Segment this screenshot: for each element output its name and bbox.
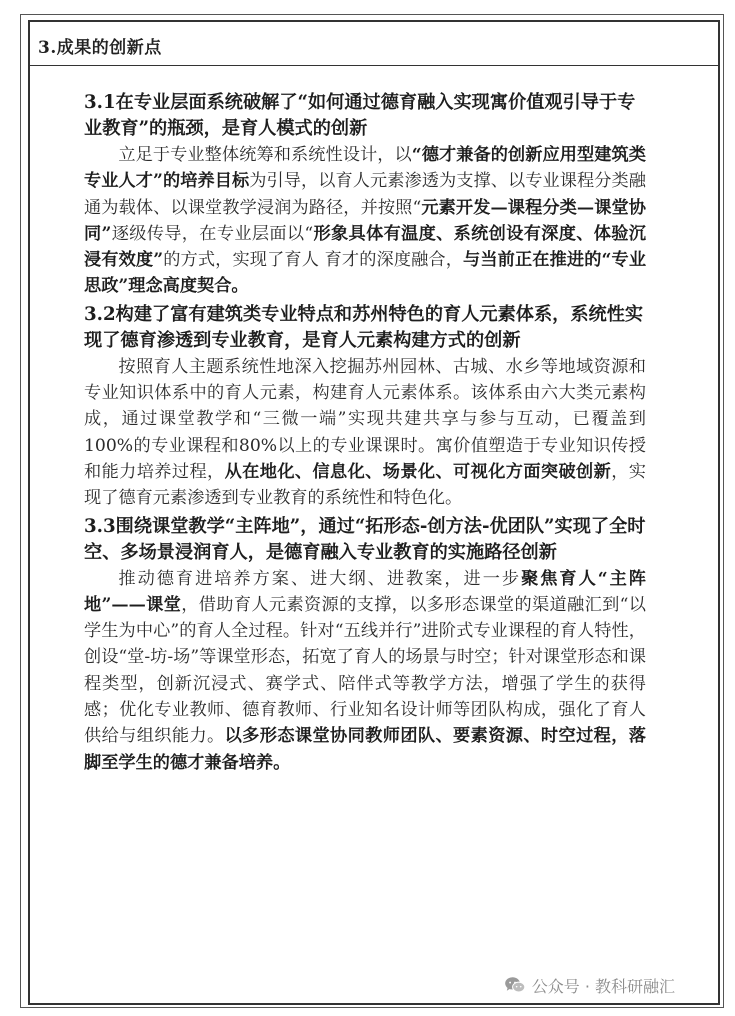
emphasis-text: 以多形态课堂协同教师团队、要素资源、时空过程，落脚至学生的德才兼备培养。 bbox=[84, 726, 646, 773]
text-run: 的方式，实现了育人 育才的深度融合， bbox=[163, 250, 464, 271]
text-run: ，实现了德育元素渗透到专业教育的系统性和特色化。 bbox=[84, 461, 646, 509]
section-3-heading: 3.3围绕课堂教学“主阵地”，通过“拓形态-创方法-优团队”实现了全时空、多场景浸润育人，是德育融入专业教育的实施路径创新 bbox=[84, 515, 646, 563]
emphasis-text: 形象具体有温度、系统创设有深度、体验沉浸有效度” bbox=[84, 223, 646, 271]
innovation-section-1 bbox=[84, 90, 646, 300]
emphasis-text: 聚焦育人“主阵地”——课堂 bbox=[84, 568, 646, 615]
section-1-paragraph bbox=[84, 142, 646, 300]
watermark bbox=[504, 973, 675, 997]
document-body bbox=[84, 90, 646, 778]
section-title: 3.成果的创新点 bbox=[38, 38, 162, 58]
wechat-icon bbox=[504, 976, 526, 994]
text-run: 立足于专业整体统筹和系统性设计，以 bbox=[118, 145, 412, 165]
text-run: 按照育人主题系统性地深入挖掘苏州园林、古城、水乡等地域资源和专业知识体系中的育人元素，构建育人元素体系。该体系由六大类元素构成，通过课堂教学和“三微一端”实现共建共享与参与互动，已覆盖到100%的专业课程和80%以上的专业课课时。寓价值塑造于专业知识传授和能力培养过程， bbox=[84, 356, 646, 482]
emphasis-text: 从在地化、信息化、场景化、可视化方面突破创新 bbox=[224, 461, 612, 482]
section-2-paragraph bbox=[84, 354, 646, 512]
text-run: ，借助育人元素资源的支撑，以多形态课堂的渠道融汇到“以学生为中心”的育人全过程。针对“五线并行”进阶式专业课程的育人特性，创设“堂-坊-场”等课堂形态，拓宽了育人的场景与时空；针对课堂形态和课程类型，创新沉浸式、赛学式、陪伴式等教学方法，增强了学生的获得感；优化专业教师、德育教师、行业知名设计师等团队构成，强化了育人供给与组织能力。 bbox=[84, 594, 647, 747]
emphasis-text: “德才兼备的创新应用型建筑类专业人才”的培养目标 bbox=[84, 145, 646, 192]
emphasis-text: 元素开发—课程分类—课堂协同” bbox=[84, 197, 646, 244]
text-run: 推动德育进培养方案、进大纲、进教案，进一步 bbox=[118, 568, 522, 589]
watermark-text: 公众号 · 教科研融汇 bbox=[531, 976, 675, 996]
section-2-heading: 3.2构建了富有建筑类专业特点和苏州特色的育人元素体系，系统性实现了德育渗透到专业教育，是育人元素构建方式的创新 bbox=[84, 303, 644, 351]
emphasis-text: 与当前正在推进的“专业思政”理念高度契合。 bbox=[84, 250, 647, 297]
innovation-section-3 bbox=[84, 514, 646, 776]
text-run: 为引导，以育人元素渗透为支撑、以专业课程分类融通为载体、以课堂教学浸润为路径，并按照“ bbox=[84, 171, 646, 218]
innovation-section-2 bbox=[84, 302, 646, 512]
section-3-paragraph bbox=[84, 566, 646, 776]
text-run: 逐级传导，在专业层面以“ bbox=[111, 223, 314, 244]
section-1-heading: 3.1在专业层面系统破解了“如何通过德育融入实现寓价值观引导于专业教育”的瓶颈，是育人模式的创新 bbox=[84, 92, 636, 139]
section-header-row bbox=[30, 22, 718, 66]
